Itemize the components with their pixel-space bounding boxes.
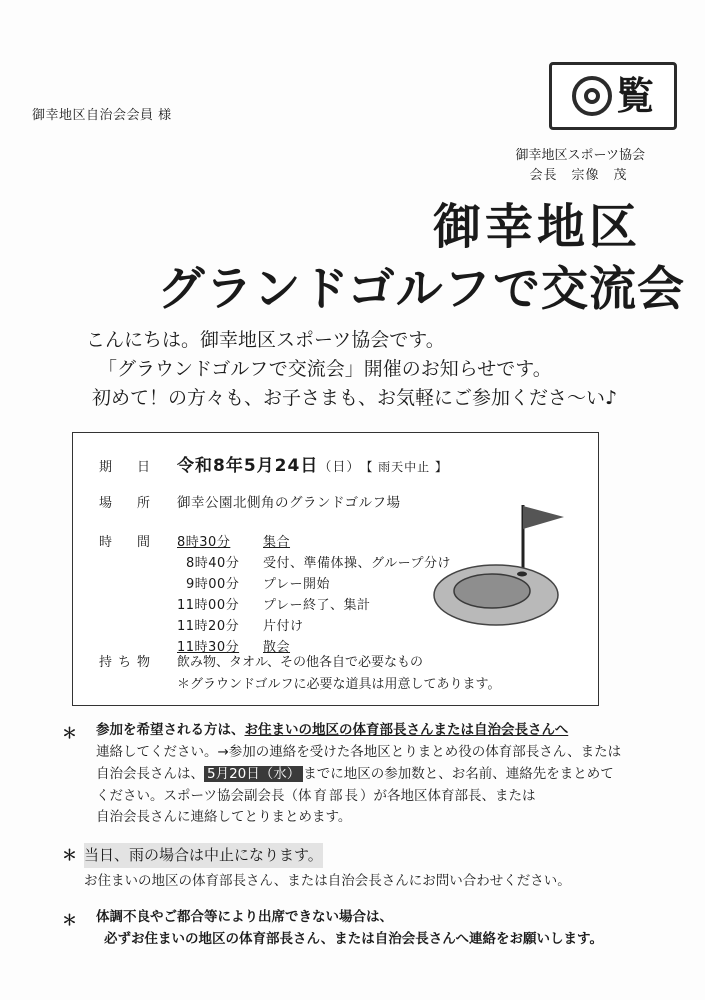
time-label: 時 間 — [99, 535, 157, 550]
note-body — [62, 843, 687, 893]
schedule-item — [177, 616, 451, 637]
event-details-box — [72, 432, 599, 706]
schedule-item — [177, 595, 451, 616]
schedule-event: 集合 — [263, 535, 291, 550]
note-line-highlighted: 当日、雨の場合は中止になります。 — [84, 843, 323, 867]
note-text-post: ）が各地区体育部長、または — [359, 787, 536, 804]
schedule-event: 片付け — [263, 619, 304, 635]
note-line — [96, 786, 687, 808]
note-text-post: までに地区の参加数と、お名前、連絡先をまとめて — [303, 765, 614, 782]
title-line-2: グランドゴルフで交流会 — [157, 262, 685, 317]
note-line: 自治会長さんに連絡してとりまとめます。 — [96, 809, 352, 826]
note-line — [96, 720, 687, 742]
schedule-time: 9時00分 — [186, 577, 240, 593]
note-text-pre: 自治会長さんは、 — [96, 765, 204, 782]
note-line: 体調不良やご都合等により出席できない場合は、 — [96, 909, 393, 926]
asterisk-marker: ＊ — [62, 724, 78, 742]
place-value: 御幸公園北側角のグランドゴルフ場 — [177, 495, 401, 511]
place-label: 場 所 — [99, 496, 157, 511]
note-text-plain: 参加を希望される方は、 — [96, 722, 245, 738]
asterisk-marker: ＊ — [62, 911, 78, 930]
bring-value — [177, 652, 500, 696]
date-label: 期 日 — [99, 460, 157, 475]
seal-kanji: 覧 — [615, 74, 654, 118]
bring-label: 持ち物 — [99, 655, 157, 670]
note-block-absence — [62, 907, 687, 951]
deadline-highlight: 5月20日（水） — [204, 766, 303, 782]
schedule-item — [177, 532, 451, 553]
schedule-item — [177, 553, 451, 574]
note-block-rain-cancel — [62, 843, 687, 893]
schedule-event: プレー終了、集計 — [263, 598, 371, 614]
note-text-pre: ください。スポーツ協会副会長（ — [96, 787, 298, 804]
note-block-participation — [62, 720, 687, 829]
seal-inner-dot-icon — [584, 88, 600, 104]
schedule-list — [177, 532, 451, 658]
note-line — [96, 764, 687, 786]
seal-ring-icon — [572, 76, 612, 116]
date-value — [177, 451, 448, 476]
bring-line-2: ＊グラウンドゴルフに必要な道具は用意してあります。 — [177, 677, 501, 693]
asterisk-marker: ＊ — [62, 846, 78, 865]
note-text-underlined: お住まいの地区の体育部長さんまたは自治会長さんへ — [244, 722, 569, 738]
note-line: お住まいの地区の体育部長さん、または自治会長さんにお問い合わせください。 — [84, 873, 571, 890]
circle-seal-icon — [549, 62, 677, 130]
date-rain-note: 【 雨天中止 】 — [366, 460, 448, 474]
lead-line-2: 「グラウンドゴルフで交流会」開催のお知らせです。 — [98, 357, 552, 380]
detail-row-time — [99, 531, 451, 658]
schedule-time: 11時30分 — [177, 640, 240, 656]
detail-row-date — [99, 451, 448, 476]
note-body — [62, 907, 687, 951]
schedule-item — [177, 574, 451, 595]
schedule-time: 11時00分 — [177, 598, 240, 614]
schedule-time: 8時30分 — [177, 535, 231, 550]
lead-line-1: こんにちは。御幸地区スポーツ協会です。 — [86, 329, 445, 351]
notes-section — [62, 720, 687, 965]
schedule-event: 受付、準備体操、グループ分け — [263, 556, 451, 572]
detail-row-place — [99, 491, 400, 511]
note-body — [62, 720, 687, 829]
note-line: 必ずお住まいの地区の体育部長さん、または自治会長さんへ連絡をお願いします。 — [104, 930, 603, 947]
schedule-event: 散会 — [263, 640, 291, 656]
issuing-organization — [516, 146, 645, 186]
lead-paragraph — [86, 326, 693, 413]
addressee-line: 御幸地区自治会会員 様 — [32, 108, 172, 123]
organization-name: 御幸地区スポーツ協会 — [515, 148, 645, 163]
lead-line-3: 初めて！の方々も、お子さまも、お気軽にご参加くださ～い♪ — [92, 386, 618, 409]
date-main: 令和8年5月24日 — [177, 456, 319, 476]
schedule-time: 11時20分 — [177, 619, 240, 635]
note-line: 連絡してください。→参加の連絡を受けた各地区とりまとめ役の体育部長さん、または — [96, 743, 622, 760]
note-text-mid: 体育部長 — [297, 787, 360, 804]
organization-chairman: 会長 宗像 茂 — [529, 168, 628, 184]
title-line-1: 御幸地区 — [432, 199, 641, 255]
bring-line-1: 飲み物、タオル、その他各自で必要なもの — [177, 655, 423, 670]
detail-row-bring — [99, 651, 500, 696]
schedule-time: 8時40分 — [186, 556, 240, 572]
schedule-event: プレー開始 — [263, 577, 330, 593]
golf-green-flag-icon — [426, 497, 572, 633]
date-weekday: （日） — [318, 460, 361, 475]
